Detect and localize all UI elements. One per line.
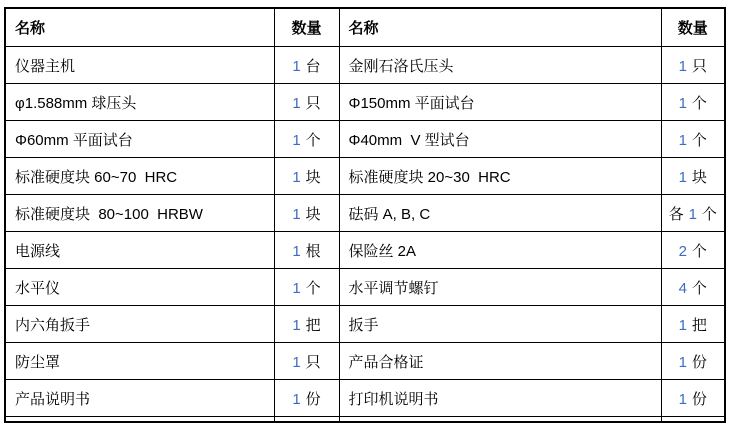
qty-number: 2 [678, 242, 687, 260]
header-name-left: 名称 [5, 8, 274, 47]
item-qty-cell [274, 343, 339, 380]
item-name-cell: 仪器主机 [5, 47, 274, 84]
qty-unit: 把 [305, 316, 321, 334]
qty-number: 1 [292, 205, 301, 223]
qty-unit: 只 [305, 94, 321, 112]
qty-number: 1 [292, 353, 301, 371]
table-row [5, 84, 725, 121]
qty-unit: 个 [691, 131, 707, 149]
header-qty-left: 数量 [274, 8, 339, 47]
qty-unit: 个 [691, 279, 707, 297]
item-qty-cell [661, 84, 725, 121]
partial-row-cell [339, 417, 661, 423]
item-name-cell: 砝码 A, B, C [339, 195, 661, 232]
item-qty-cell [274, 47, 339, 84]
qty-number: 1 [678, 94, 687, 112]
item-qty-cell [661, 158, 725, 195]
item-name-cell: 水平调节螺钉 [339, 269, 661, 306]
item-qty-cell [274, 306, 339, 343]
item-name-cell: 打印机说明书 [339, 380, 661, 417]
partial-row-cell [274, 417, 339, 423]
qty-unit: 把 [691, 316, 707, 334]
table-row [5, 158, 725, 195]
table-row [5, 232, 725, 269]
item-name-cell: 防尘罩 [5, 343, 274, 380]
partial-row-cell [661, 417, 725, 423]
qty-number: 1 [292, 94, 301, 112]
qty-unit: 块 [305, 205, 321, 223]
item-qty-cell [661, 380, 725, 417]
item-name-cell: Φ150mm 平面试台 [339, 84, 661, 121]
qty-unit: 份 [305, 390, 321, 408]
item-name-cell: 金刚石洛氏压头 [339, 47, 661, 84]
qty-unit: 只 [305, 353, 321, 371]
item-qty-cell [274, 380, 339, 417]
item-name-cell: 内六角扳手 [5, 306, 274, 343]
item-qty-cell [661, 121, 725, 158]
table-row [5, 306, 725, 343]
header-name-right: 名称 [339, 8, 661, 47]
item-qty-cell [661, 306, 725, 343]
item-name-cell: 标准硬度块 60~70 HRC [5, 158, 274, 195]
qty-number: 1 [292, 168, 301, 186]
item-qty-cell [661, 269, 725, 306]
qty-unit: 台 [305, 57, 321, 75]
item-qty-cell [274, 195, 339, 232]
item-name-cell: Φ60mm 平面试台 [5, 121, 274, 158]
qty-number: 1 [292, 316, 301, 334]
item-name-cell: 保险丝 2A [339, 232, 661, 269]
qty-number: 1 [678, 353, 687, 371]
partial-row-cell [5, 417, 274, 423]
table-row [5, 269, 725, 306]
qty-unit: 块 [305, 168, 321, 186]
table-row [5, 195, 725, 232]
qty-unit: 个 [305, 131, 321, 149]
qty-number: 1 [292, 131, 301, 149]
table-row [5, 380, 725, 417]
qty-unit: 块 [691, 168, 707, 186]
qty-unit: 个 [691, 94, 707, 112]
item-name-cell: 水平仪 [5, 269, 274, 306]
qty-prefix: 各 [668, 205, 684, 223]
qty-number: 1 [292, 390, 301, 408]
table-row [5, 343, 725, 380]
header-qty-right: 数量 [661, 8, 725, 47]
item-name-cell: 标准硬度块 80~100 HRBW [5, 195, 274, 232]
item-name-cell: 扳手 [339, 306, 661, 343]
qty-unit: 份 [691, 353, 707, 371]
partial-row [5, 417, 725, 423]
item-qty-cell [274, 84, 339, 121]
item-qty-cell [274, 158, 339, 195]
qty-unit: 个 [701, 205, 717, 223]
item-name-cell: Φ40mm V 型试台 [339, 121, 661, 158]
item-qty-cell [274, 232, 339, 269]
qty-unit: 份 [691, 390, 707, 408]
qty-number: 1 [292, 279, 301, 297]
item-qty-cell [661, 47, 725, 84]
qty-unit: 根 [305, 242, 321, 260]
qty-number: 1 [678, 131, 687, 149]
qty-number: 1 [292, 57, 301, 75]
item-qty-cell [661, 343, 725, 380]
qty-number: 1 [678, 316, 687, 334]
qty-number: 1 [678, 57, 687, 75]
qty-number: 1 [292, 242, 301, 260]
item-name-cell: φ1.588mm 球压头 [5, 84, 274, 121]
item-qty-cell [661, 195, 725, 232]
qty-number: 4 [678, 279, 687, 297]
table-row [5, 121, 725, 158]
accessories-table-container [4, 7, 726, 423]
qty-number: 1 [678, 168, 687, 186]
item-name-cell: 产品合格证 [339, 343, 661, 380]
item-qty-cell [274, 121, 339, 158]
qty-unit: 个 [305, 279, 321, 297]
qty-unit: 只 [691, 57, 707, 75]
accessories-table [4, 7, 726, 423]
table-row [5, 47, 725, 84]
item-name-cell: 标准硬度块 20~30 HRC [339, 158, 661, 195]
table-header-row [5, 8, 725, 47]
item-name-cell: 产品说明书 [5, 380, 274, 417]
item-name-cell: 电源线 [5, 232, 274, 269]
item-qty-cell [274, 269, 339, 306]
qty-unit: 个 [691, 242, 707, 260]
qty-number: 1 [688, 205, 697, 223]
qty-number: 1 [678, 390, 687, 408]
item-qty-cell [661, 232, 725, 269]
